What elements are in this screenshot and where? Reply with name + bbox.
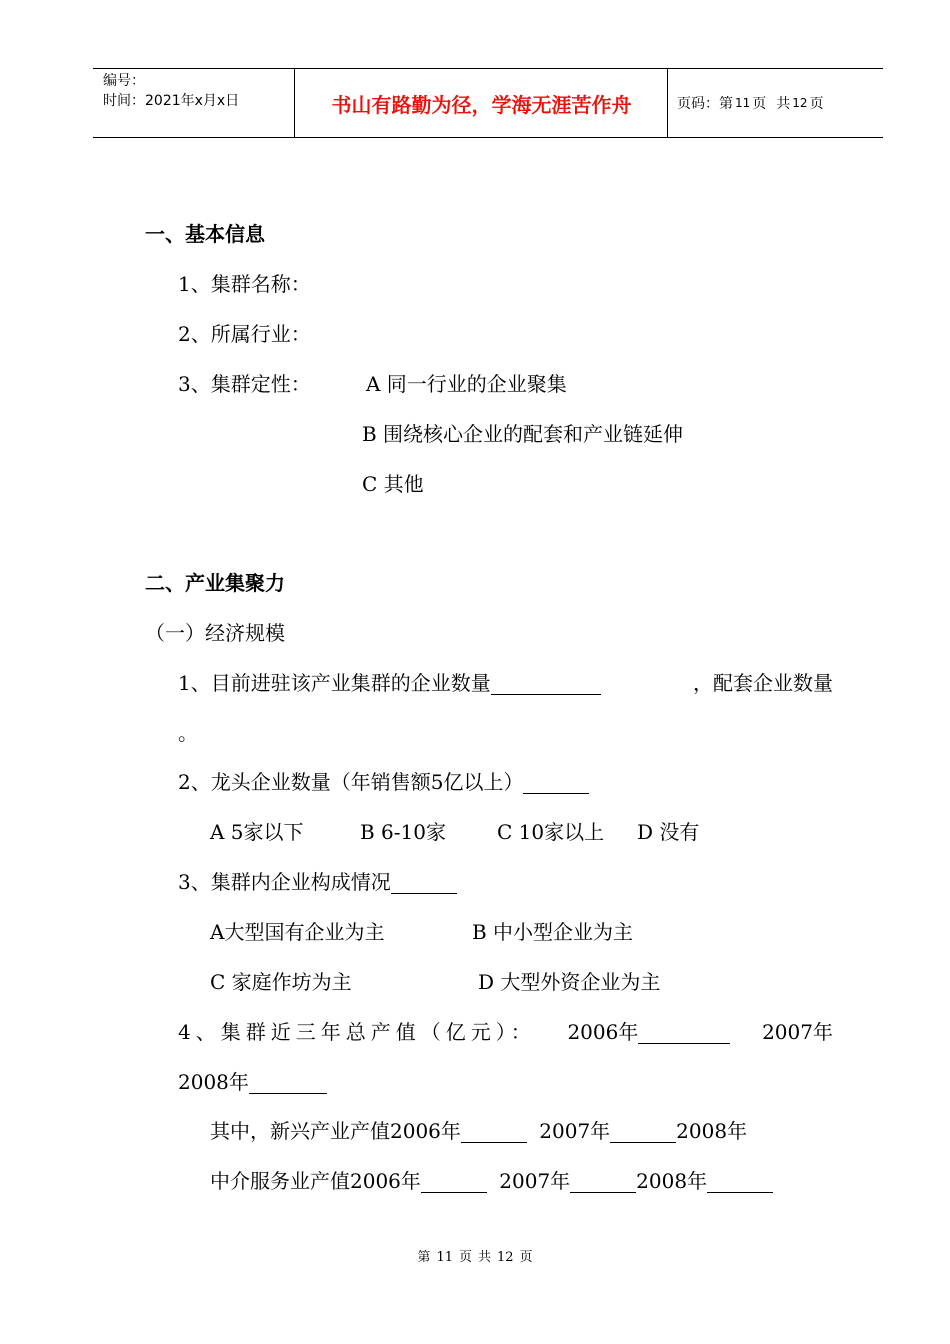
cluster-name-question: 1、集群名称： (178, 272, 311, 296)
service-output-row (210, 1169, 773, 1193)
sentence-end: 。 (178, 721, 198, 745)
year-2006-label: 2006年 (567, 1020, 639, 1044)
year-2008-label: 2008年 (178, 1070, 249, 1094)
enterprise-composition-question (178, 870, 457, 894)
question-text: 1、目前进驻该产业集群的企业数量 (178, 671, 491, 695)
answer-blank[interactable] (570, 1172, 636, 1193)
header-divider (667, 69, 668, 137)
page-total-prefix: 共 (776, 96, 791, 112)
page-prefix: 页码：第 (677, 96, 733, 112)
option-d[interactable]: D 大型外资企业为主 (478, 970, 661, 994)
year-2007-label: 2007年 (499, 1169, 571, 1193)
year-2008-label: 2008年 (676, 1119, 748, 1143)
page-total: 12 (792, 96, 808, 110)
year-2008-label: 2008年 (636, 1169, 708, 1193)
cluster-nature-question: 3、集群定性： (178, 372, 311, 396)
service-industry-label: 中介服务业产值2006年 (210, 1169, 421, 1193)
option-a[interactable]: A大型国有企业为主 (210, 920, 385, 944)
answer-blank[interactable] (461, 1122, 527, 1143)
header-meta (103, 71, 293, 111)
footer-current-page: 11 (436, 1250, 453, 1265)
footer-total-unit: 页 (519, 1250, 533, 1265)
document-number-label: 编号： (103, 73, 145, 89)
leading-enterprise-question (178, 770, 589, 794)
header-slogan: 书山有路勤为径，学海无涯苦作舟 (331, 92, 632, 117)
question-text: 3、集群内企业构成情况 (178, 870, 391, 894)
page-footer (0, 1246, 950, 1265)
new-industry-label: 其中，新兴产业产值2006年 (210, 1119, 461, 1143)
new-industry-output-row (210, 1119, 747, 1143)
question-text: 2、龙头企业数量（年销售额5亿以上） (178, 770, 524, 794)
total-output-question (178, 1020, 833, 1044)
answer-blank[interactable] (707, 1172, 773, 1193)
enterprise-count-question (178, 671, 833, 695)
question-text: 4、集群近三年总产值（亿元）： (178, 1020, 536, 1044)
option-a[interactable]: A 5家以下 (210, 820, 304, 844)
page-total-unit: 页 (809, 96, 824, 112)
year-2007-label: 2007年 (539, 1119, 611, 1143)
option-b[interactable]: B 中小型企业为主 (472, 920, 634, 944)
page-unit: 页 (752, 96, 767, 112)
answer-blank[interactable] (249, 1073, 327, 1094)
option-c[interactable]: C 其他 (362, 472, 424, 496)
answer-blank[interactable] (491, 674, 601, 695)
answer-blank[interactable] (638, 1023, 730, 1044)
document-time: 时间：2021年x月x日 (103, 93, 240, 109)
footer-total-pages: 12 (497, 1250, 514, 1265)
year-2008-row (178, 1070, 327, 1094)
page-current: 11 (735, 96, 751, 110)
page-header (93, 68, 883, 138)
answer-blank[interactable] (523, 773, 589, 794)
footer-prefix: 第 (417, 1250, 431, 1265)
header-page-info (677, 69, 824, 137)
option-a[interactable]: A 同一行业的企业聚集 (366, 372, 567, 396)
option-c[interactable]: C 10家以上 (497, 820, 605, 844)
option-c[interactable]: C 家庭作坊为主 (210, 970, 352, 994)
footer-total-prefix: 共 (478, 1250, 492, 1265)
answer-blank[interactable] (421, 1172, 487, 1193)
option-b[interactable]: B 围绕核心企业的配套和产业链延伸 (362, 422, 684, 446)
answer-blank[interactable] (610, 1122, 676, 1143)
section-1-title: 一、基本信息 (145, 222, 265, 246)
year-2007-label: 2007年 (762, 1020, 833, 1044)
footer-unit: 页 (458, 1250, 472, 1265)
option-d[interactable]: D 没有 (637, 820, 700, 844)
answer-blank[interactable] (391, 873, 457, 894)
industry-question: 2、所属行业： (178, 322, 311, 346)
subsection-economic-scale: （一）经济规模 (145, 621, 285, 645)
question-text: ，配套企业数量 (693, 671, 833, 695)
section-2-title: 二、产业集聚力 (145, 571, 285, 595)
option-b[interactable]: B 6-10家 (360, 820, 446, 844)
